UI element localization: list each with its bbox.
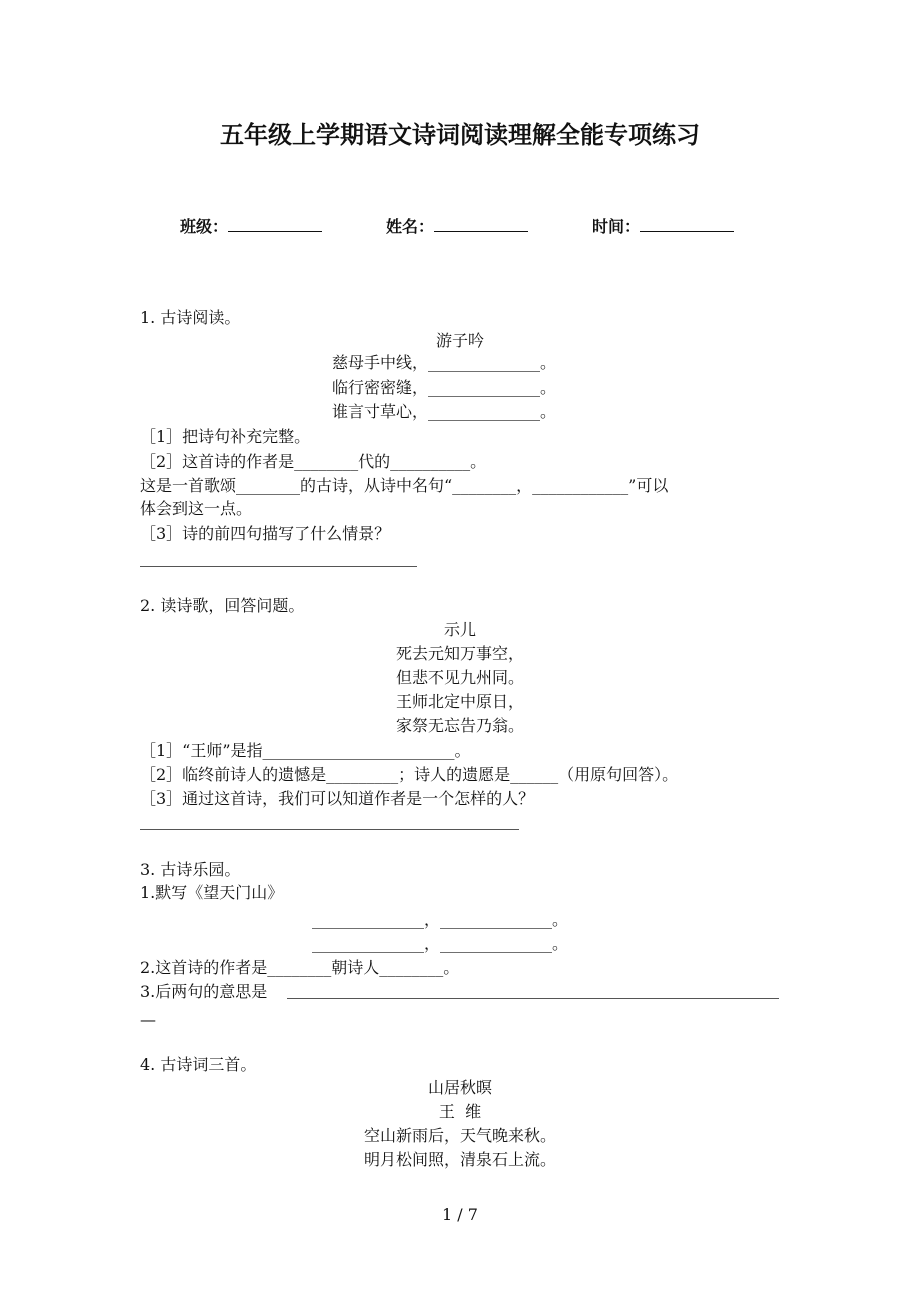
q1-sub2-cont2: 体会到这一点。: [140, 499, 253, 518]
q4-poem-title: 山居秋暝: [427, 1078, 492, 1097]
q1-sub2-cont: 这是一首歌颂________的古诗，从诗中名句“________，____________”可以: [140, 476, 669, 495]
q4-poem-line: 空山新雨后，天气晚来秋。: [363, 1126, 556, 1145]
q2-poem-line: 死去元知万事空，: [395, 644, 524, 663]
time-field[interactable]: [592, 215, 734, 239]
q1-poem-line: 临行密密缝，______________。: [332, 378, 557, 397]
q2-heading: 2. 读诗歌，回答问题。: [140, 596, 305, 615]
name-blank[interactable]: [434, 215, 528, 232]
q2-sub2: ［2］临终前诗人的遗憾是_________；诗人的遗愿是______（用原句回答）。: [140, 765, 679, 784]
class-label: 班级：: [180, 217, 229, 236]
q3-dash: —: [140, 1010, 156, 1029]
q3-sub2: 2.这首诗的作者是________朝诗人________。: [140, 958, 460, 977]
q1-sub2: ［2］这首诗的作者是________代的__________。: [140, 452, 487, 471]
time-label: 时间：: [592, 217, 641, 236]
q1-heading: 1. 古诗阅读。: [140, 308, 241, 327]
q3-blank-line[interactable]: ______________，______________。: [312, 934, 569, 953]
q2-poem-title: 示儿: [443, 620, 476, 639]
q2-sub1: ［1］“王师”是指________________________。: [140, 741, 471, 760]
q2-sub3: ［3］通过这首诗，我们可以知道作者是一个怎样的人？: [140, 789, 535, 808]
q1-poem-title: 游子吟: [435, 331, 484, 350]
q3-answer-line[interactable]: [287, 998, 779, 999]
name-label: 姓名：: [386, 217, 435, 236]
page-title: 五年级上学期语文诗词阅读理解全能专项练习: [220, 120, 700, 149]
q4-poem-author: 王 维: [438, 1102, 482, 1121]
q1-sub1: ［1］把诗句补充完整。: [140, 427, 311, 446]
q3-heading: 3. 古诗乐园。: [140, 860, 241, 879]
q3-sub1: 1.默写《望天门山》: [140, 883, 284, 902]
q2-answer-line[interactable]: [140, 829, 519, 830]
q1-answer-line[interactable]: [140, 566, 417, 567]
q1-poem-line: 慈母手中线，______________。: [332, 353, 557, 372]
q1-poem-line: 谁言寸草心，______________。: [332, 402, 557, 421]
page-number: 1 / 7: [442, 1205, 478, 1224]
class-blank[interactable]: [228, 215, 322, 232]
name-field[interactable]: [386, 215, 528, 239]
q3-blank-line[interactable]: ______________，______________。: [312, 910, 569, 929]
q4-poem-line: 明月松间照，清泉石上流。: [363, 1150, 556, 1169]
q2-poem-line: 但悲不见九州同。: [395, 668, 524, 687]
q2-poem-line: 家祭无忘告乃翁。: [395, 716, 524, 735]
q1-sub3: ［3］诗的前四句描写了什么情景？: [140, 524, 391, 543]
q2-poem-line: 王师北定中原日，: [395, 692, 524, 711]
class-field[interactable]: [180, 215, 322, 239]
q3-sub3: 3.后两句的意思是: [140, 982, 268, 1001]
time-blank[interactable]: [640, 215, 734, 232]
q4-heading: 4. 古诗词三首。: [140, 1055, 257, 1074]
